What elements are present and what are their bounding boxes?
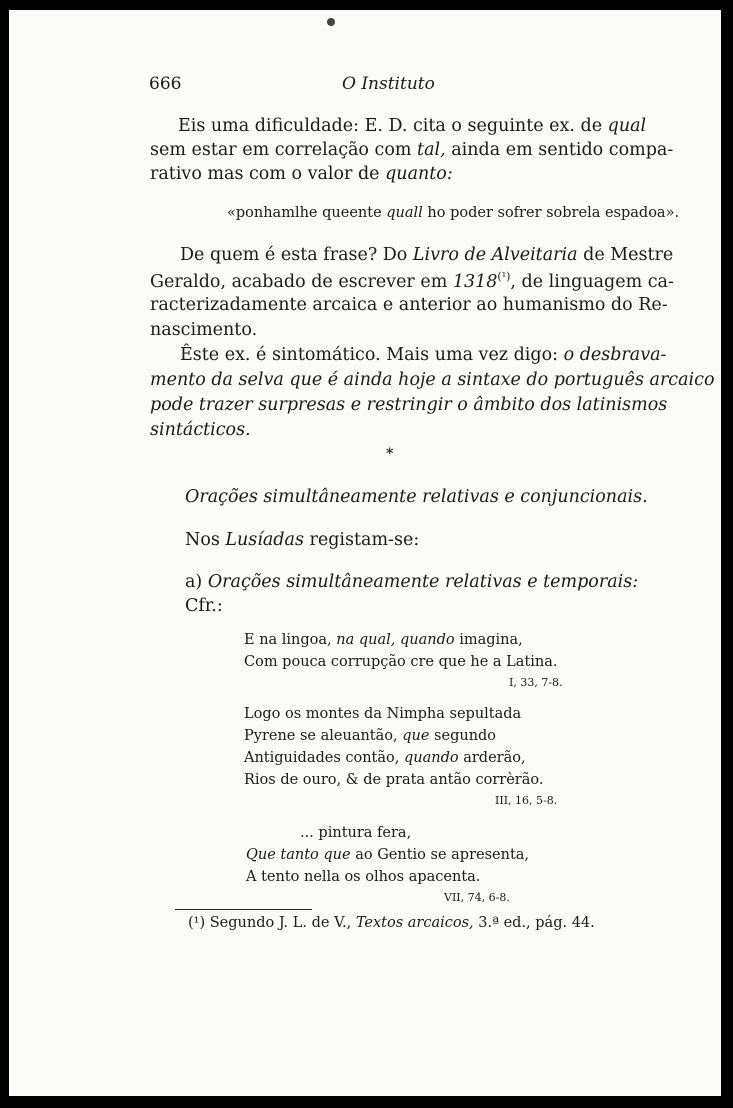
page-number: 666 bbox=[149, 74, 182, 94]
paragraph-3-line-2: mento da selva que é ainda hoje a sintaxe do português arcaico bbox=[150, 370, 715, 390]
cfr-label: Cfr.: bbox=[185, 596, 223, 616]
punch-hole-mark bbox=[327, 18, 335, 26]
verse-1-line-2: Com pouca corrupção cre que he a Latina. bbox=[244, 654, 558, 670]
running-title: O Instituto bbox=[342, 74, 435, 94]
paragraph-2-line-2: Geraldo, acabado de escrever em $1318^{(^1)}$, de linguagem ca- bbox=[150, 270, 674, 292]
paragraph-2-line-3: racterizadamente arcaica e anterior ao humanismo do Re- bbox=[150, 295, 668, 315]
verse-3-reference: VII, 74, 6-8. bbox=[444, 891, 510, 904]
verse-2-line-4: Rios de ouro, & de prata antão corrèrão. bbox=[244, 772, 544, 788]
verse-1-line-1: E na lingoa, na qual, quando imagina, bbox=[244, 632, 523, 648]
verse-2-line-2: Pyrene se aleuantão, que segundo bbox=[244, 728, 497, 744]
verse-2-line-1: Logo os montes da Nimpha sepultada bbox=[244, 706, 522, 722]
verse-1-reference: I, 33, 7-8. bbox=[509, 676, 563, 689]
section-separator: * bbox=[386, 446, 394, 462]
quote-1: «ponhamlhe queente quall ho poder sofrer sobrela espadoa». bbox=[227, 205, 680, 221]
paragraph-1-line-3: rativo mas com o valor de quanto: bbox=[150, 164, 453, 184]
footnote: (¹) Segundo J. L. de V., Textos arcaicos, 3.ª ed., pág. 44. bbox=[188, 915, 595, 931]
paragraph-3-line-1: Êste ex. é sintomático. Mais uma vez digo: o desbrava- bbox=[180, 345, 667, 365]
paragraph-1-line-2: sem estar em correlação com tal, ainda em sentido compa- bbox=[150, 140, 674, 160]
paragraph-3-line-3: pode trazer surpresas e restringir o âmbito dos latinismos bbox=[150, 395, 668, 415]
verse-3-line-1: ... pintura fera, bbox=[300, 825, 412, 841]
verse-2-line-3: Antiguidades contão, quando arderão, bbox=[244, 750, 526, 766]
verse-3-line-3: A tento nella os olhos apacenta. bbox=[246, 869, 481, 885]
paragraph-3-line-4: sintácticos. bbox=[150, 420, 251, 440]
verse-2-reference: III, 16, 5-8. bbox=[495, 794, 558, 807]
intro-line: Nos Lusíadas registam-se: bbox=[185, 530, 420, 550]
paragraph-2-line-1: De quem é esta frase? Do Livro de Alveitaria de Mestre bbox=[180, 245, 674, 265]
subsection-a-heading: a) Orações simultâneamente relativas e temporais: bbox=[185, 572, 639, 592]
footnote-rule bbox=[175, 909, 312, 910]
paragraph-1-line-1: Eis uma dificuldade: E. D. cita o seguinte ex. de qual bbox=[178, 116, 647, 136]
paragraph-2-line-4: nascimento. bbox=[150, 320, 258, 340]
section-heading: Orações simultâneamente relativas e conjuncionais. bbox=[185, 487, 648, 507]
verse-3-line-2: Que tanto que ao Gentio se apresenta, bbox=[246, 847, 530, 863]
